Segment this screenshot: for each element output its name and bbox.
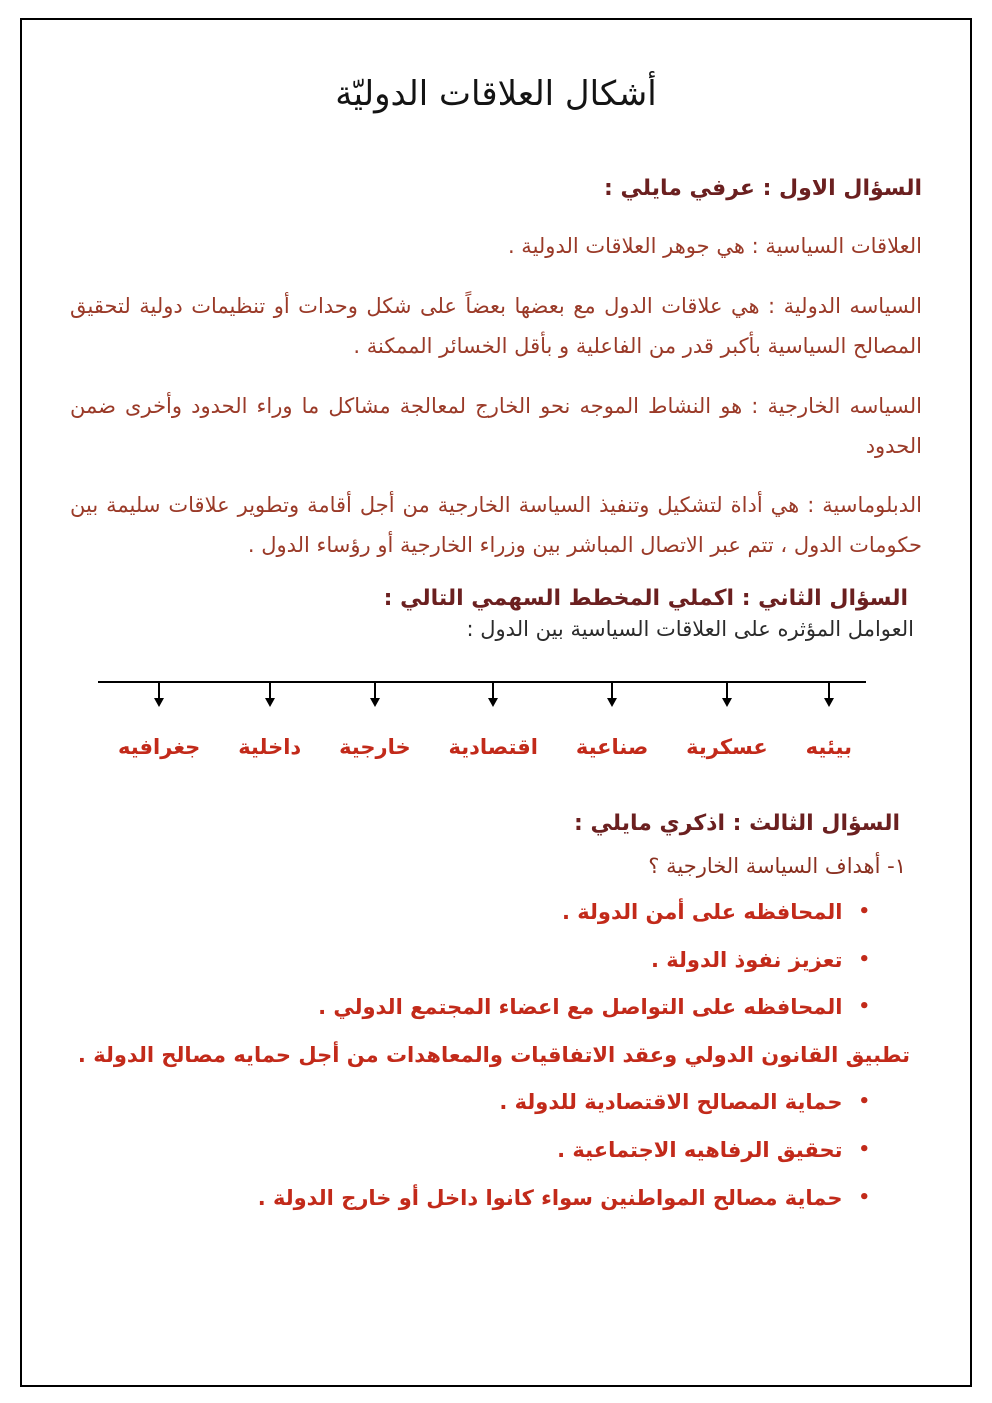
diagram-label: داخلية [238, 735, 302, 760]
down-arrow-icon [722, 681, 732, 707]
down-arrow-icon [607, 681, 617, 707]
goal-text: حماية المصالح الاقتصادية للدولة . [499, 1090, 843, 1115]
definition-international-politics: السياسه الدولية : هي علاقات الدول مع بعضها بعضاً على شكل وحدات أو تنظيمات دولية لتحقيق المصالح السياسية بأكبر قدر من الفاعلية و بأقل الخسائر الممكنة . [70, 293, 922, 358]
diagram-branch-geographic [118, 681, 200, 759]
goal-text: تطبيق القانون الدولي وعقد الاتفاقيات والمعاهدات من أجل حمايه مصالح الدولة . [77, 1042, 910, 1067]
diagram-branch-external [339, 681, 411, 759]
goal-text: حماية مصالح المواطنين سواء كانوا داخل أو خارج الدولة . [257, 1185, 843, 1210]
down-arrow-icon [824, 681, 834, 707]
bullet-icon: • [858, 948, 870, 970]
diagram-label: صناعية [575, 735, 649, 760]
goal-item [70, 1182, 870, 1215]
bullet-icon: • [858, 1138, 870, 1160]
goal-text: المحافظه على أمن الدولة . [561, 900, 843, 925]
diagram-branches [118, 681, 852, 759]
bullet-icon: • [858, 1186, 870, 1208]
diagram-branch-military [686, 681, 768, 759]
goal-item [70, 944, 870, 977]
arrow-diagram [118, 681, 852, 759]
diagram-label: خارجية [339, 735, 411, 760]
question-3-heading: السؤال الثالث : اذكري مايلي : [574, 811, 900, 837]
goal-item [70, 896, 870, 929]
bullet-icon: • [858, 1091, 870, 1113]
down-arrow-icon [370, 681, 380, 707]
page-border-frame [20, 18, 972, 1387]
definition-diplomacy: الدبلوماسية : هي أداة لتشكيل وتنفيذ السياسة الخارجية من أجل أقامة وتطوير علاقات سليمة بين حكومات الدول ، تتم عبر الاتصال المباشر بين وزراء الخارجية أو رؤساء الدول . [70, 493, 922, 558]
foreign-policy-goals-list [70, 896, 910, 1214]
diagram-branch-internal [238, 681, 301, 759]
diagram-label: عسكرية [686, 735, 768, 760]
diagram-label: بيئيه [805, 735, 852, 760]
goal-item-continuation [70, 1039, 910, 1072]
diagram-horizontal-line [98, 681, 866, 683]
question-3-item-number: ١- أهداف السياسة الخارجية ؟ [648, 854, 906, 879]
down-arrow-icon [488, 681, 498, 707]
diagram-branch-environmental [806, 681, 852, 759]
bullet-icon: • [858, 996, 870, 1018]
goal-item [70, 991, 870, 1024]
bullet-icon: • [858, 901, 870, 923]
down-arrow-icon [265, 681, 275, 707]
diagram-branch-industrial [576, 681, 648, 759]
diagram-caption: العوامل المؤثره على العلاقات السياسية بين الدول : [466, 617, 914, 642]
diagram-label: جغرافيه [118, 735, 201, 760]
definition-political-relations: العلاقات السياسية : هي جوهر العلاقات الدولية . [507, 234, 922, 258]
definition-foreign-policy: السياسه الخارجية : هو النشاط الموجه نحو الخارج لمعالجة مشاكل ما وراء الحدود وأخرى ضمن الحدود [70, 393, 922, 458]
goal-text: تحقيق الرفاهيه الاجتماعية . [557, 1137, 843, 1162]
goal-item [70, 1086, 870, 1119]
page-title: أشكال العلاقات الدوليّة [335, 74, 657, 114]
down-arrow-icon [154, 681, 164, 707]
diagram-label: اقتصادية [448, 735, 538, 760]
goal-text: تعزيز نفوذ الدولة . [650, 947, 843, 972]
question-1-heading: السؤال الاول : عرفي مايلي : [604, 176, 922, 201]
diagram-branch-economic [449, 681, 539, 759]
question-2-heading: السؤال الثاني : اكملي المخطط السهمي التالي : [383, 586, 908, 612]
goal-item [70, 1134, 870, 1167]
goal-text: المحافظه على التواصل مع اعضاء المجتمع الدولي . [318, 995, 843, 1020]
